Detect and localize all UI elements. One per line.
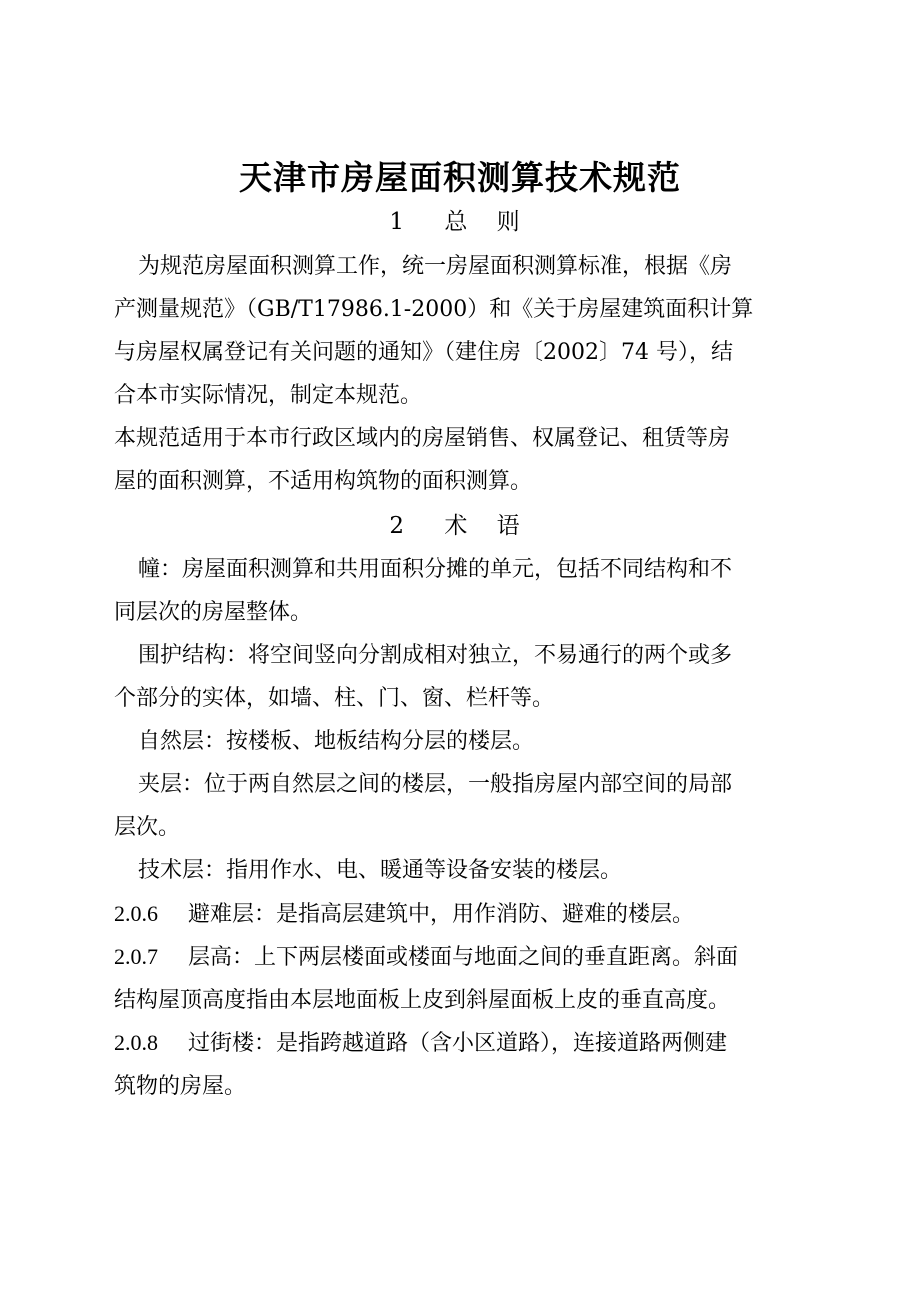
text-line: 筑物的房屋。 — [114, 1074, 247, 1099]
clause-number: 2.0.8 — [114, 1030, 158, 1055]
text-line: 产测量规范》（GB/T17986.1-2000）和《关于房屋建筑面积计算 — [114, 297, 754, 322]
term-building — [114, 548, 814, 634]
section-heading-terms — [0, 508, 920, 544]
section-word: 术 — [444, 513, 468, 539]
text-line: 幢：房屋面积测算和共用面积分摊的单元，包括不同结构和不 — [138, 557, 733, 582]
text-line: 合本市实际情况，制定本规范。 — [114, 383, 423, 408]
text-line: 层次。 — [114, 815, 181, 840]
clause-text: 避难层：是指高层建筑中，用作消防、避难的楼层。 — [188, 902, 695, 927]
text-line — [114, 935, 814, 979]
term-mezzanine — [114, 763, 814, 849]
section-number: 2 — [389, 513, 404, 539]
term-enclosure — [114, 634, 814, 720]
term-arcade-building — [114, 1021, 814, 1108]
text-line: 同层次的房屋整体。 — [114, 600, 313, 625]
section-word: 则 — [496, 209, 520, 235]
text-line: 自然层：按楼板、地板结构分层的楼层。 — [138, 729, 535, 754]
paragraph-scope — [114, 417, 814, 503]
clause-number: 2.0.7 — [114, 944, 158, 969]
text-line: 技术层：指用作水、电、暖通等设备安装的楼层。 — [138, 858, 623, 883]
term-refuge-floor — [114, 892, 814, 936]
paragraph-purpose — [114, 245, 814, 417]
section-number: 1 — [389, 209, 404, 235]
text-line: 夹层：位于两自然层之间的楼层，一般指房屋内部空间的局部 — [138, 772, 733, 797]
text-line: 为规范房屋面积测算工作，统一房屋面积测算标准，根据《房 — [138, 254, 733, 279]
text-line: 与房屋权属登记有关问题的通知》（建住房〔2002〕74 号），结 — [114, 340, 733, 365]
section-heading-general — [0, 204, 920, 240]
text-line — [114, 892, 814, 936]
section-word: 总 — [444, 209, 468, 235]
document-title: 天津市房屋面积测算技术规范 — [239, 158, 681, 197]
clause-text: 层高：上下两层楼面或楼面与地面之间的垂直距离。斜面 — [188, 945, 739, 970]
clause-text: 过街楼：是指跨越道路（含小区道路），连接道路两侧建 — [188, 1031, 728, 1056]
term-natural-floor — [114, 720, 814, 763]
text-line: 屋的面积测算，不适用构筑物的面积测算。 — [114, 469, 533, 494]
section-word: 语 — [496, 513, 520, 539]
text-line: 结构屋顶高度指由本层地面板上皮到斜屋面板上皮的垂直高度。 — [114, 988, 731, 1013]
text-line: 本规范适用于本市行政区域内的房屋销售、权属登记、租赁等房 — [114, 426, 731, 451]
text-line — [114, 1021, 814, 1065]
text-line: 个部分的实体，如墙、柱、门、窗、栏杆等。 — [114, 686, 555, 711]
term-technical-floor — [114, 849, 814, 892]
text-line: 围护结构：将空间竖向分割成相对独立，不易通行的两个或多 — [138, 643, 733, 668]
term-storey-height — [114, 935, 814, 1022]
clause-number: 2.0.6 — [114, 901, 158, 926]
